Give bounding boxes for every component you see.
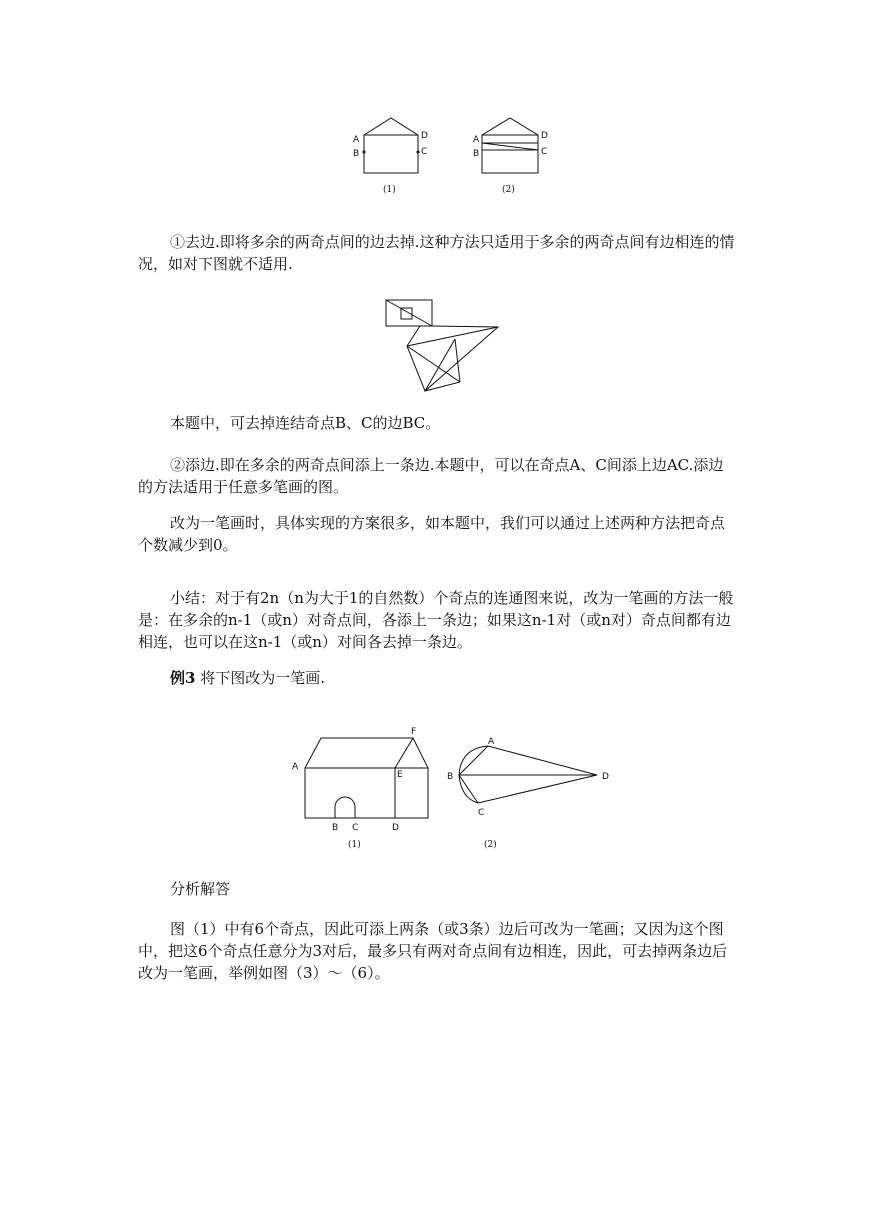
label-d: D: [392, 823, 399, 833]
label-d: D: [602, 772, 609, 782]
kite-graph-bottom-2: [447, 737, 609, 850]
label-c: C: [541, 147, 548, 157]
label-c: C: [352, 823, 359, 833]
label-c: C: [421, 147, 428, 157]
label-d: D: [541, 131, 548, 141]
label-b: B: [473, 149, 480, 159]
paragraph-analysis-heading: 分析解答: [170, 880, 231, 898]
paragraph-summary: 小结：对于有2n（n为大于1的自然数）个奇点的连通图来说，改为一笔画的方法一般是：在多余的n-1（或n）对奇点间，各添上一条边；如果这n-1对（或n对）奇点间都有边相连，也可以在这n-1（或n）对间各去掉一条边。: [138, 589, 734, 651]
paragraph-remove-bc: 本题中，可去掉连结奇点B、C的边BC。: [170, 414, 441, 432]
paragraph-analysis: 图（1）中有6个奇点，因此可添上两条（或3条）边后可改为一笔画；又因为这个图中，把这6个奇点任意分为3对后，最多只有两对奇点间有边相连，因此，可去掉两条边后改为一笔画，举例如图（3）～（6）。: [138, 920, 728, 982]
example-heading: [138, 667, 738, 689]
figure-kite-graph-drawing: [380, 296, 505, 396]
paragraph-plans: 改为一笔画时，具体实现的方案很多，如本题中，我们可以通过上述两种方法把奇点个数减少到0。: [138, 514, 726, 554]
house-graph-bottom-1: [292, 727, 428, 850]
figure-kite-graph: [380, 296, 505, 396]
label-b: B: [353, 149, 360, 159]
house-graph-1: [353, 118, 428, 195]
paragraph-add-edge: ②添边.即在多余的两奇点间添上一条边.本题中，可以在奇点A、C间添上边AC.添边的方法适用于任意多笔画的图。: [138, 456, 724, 496]
label-a: A: [353, 135, 360, 145]
caption-1: (1): [383, 185, 396, 195]
label-a: A: [473, 135, 480, 145]
label-a: A: [292, 762, 299, 772]
caption-2: (2): [484, 840, 497, 850]
example-label: 例3: [170, 669, 196, 687]
label-d: D: [421, 131, 428, 141]
house-graph-2: [473, 118, 548, 195]
label-b: B: [447, 772, 454, 782]
label-b: B: [332, 823, 339, 833]
label-f: F: [411, 727, 417, 737]
label-a: A: [488, 737, 495, 747]
caption-1: (1): [348, 840, 361, 850]
label-c: C: [478, 808, 485, 818]
example-text: 将下图改为一笔画.: [195, 669, 325, 687]
caption-2: (2): [502, 185, 515, 195]
figure-houses-top-drawing: [345, 110, 565, 200]
label-e: E: [397, 770, 403, 780]
figure-houses-bottom: [285, 722, 625, 854]
figure-houses-top: [345, 110, 565, 200]
figure-houses-bottom-drawing: [285, 722, 625, 854]
paragraph-remove-edge: ①去边.即将多余的两奇点间的边去掉.这种方法只适用于多余的两奇点间有边相连的情况，如对下图就不适用.: [138, 233, 735, 273]
